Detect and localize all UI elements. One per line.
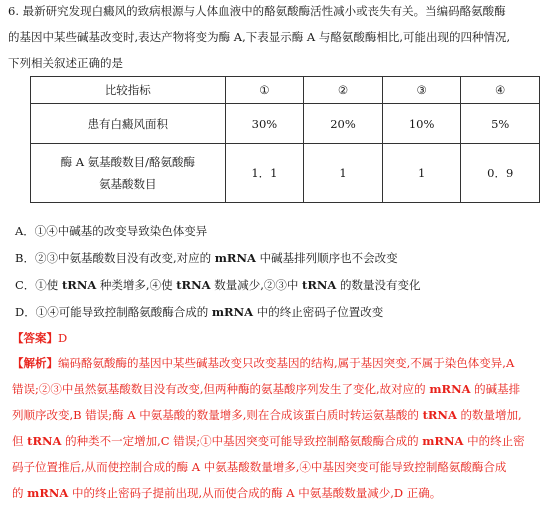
explanation-text: 的种类不一定增加,C 错误;①中基因突变可能导致控制酪氨酸酶合成的	[61, 434, 423, 448]
explanation-line-6	[12, 485, 548, 501]
explanation-line-2	[12, 381, 548, 397]
question-stem-line-3: 下列相关叙述正确的是	[8, 56, 123, 70]
comparison-table	[30, 76, 540, 203]
table-header-cell: ②	[304, 77, 383, 104]
option-text: 中的终止密码子位置改变	[253, 305, 384, 319]
option-b	[15, 250, 545, 266]
table-cell: 0．9	[461, 144, 540, 203]
table-cell: 10%	[382, 104, 461, 144]
term: mRNA	[211, 305, 254, 319]
table-header-row	[31, 77, 540, 104]
explanation-line-5	[12, 459, 548, 475]
term: mRNA	[429, 382, 471, 396]
question-stem-line-1: 6. 最新研究发现白癜风的致病根源与人体血液中的酪氨酸酶活性减小或丧失有关。当编码酪氨酸酶	[8, 4, 506, 18]
explanation-tag: 【解析】	[12, 356, 58, 370]
explanation-line-3	[12, 407, 548, 423]
question-stem-line-2: 的基因中某些碱基改变时,表达产物将变为酶 A,下表显示酶 A 与酪氨酸酶相比,可能出现的四种情况,	[8, 30, 511, 44]
explanation-line-4	[12, 433, 548, 449]
term: tRNA	[27, 434, 62, 448]
table-header-cell: ④	[461, 77, 540, 104]
explanation-text: 的碱基排	[470, 382, 521, 396]
term: tRNA	[61, 278, 97, 292]
explanation-text: 错误;②③中虽然氨基酸数目没有改变,但两种酶的氨基酸序列发生了变化,故对应的	[12, 382, 430, 396]
table-cell: 1	[382, 144, 461, 203]
table-cell: 20%	[304, 104, 383, 144]
table-header-cell: ①	[225, 77, 304, 104]
term: mRNA	[214, 251, 256, 265]
explanation-text: 的数量增加,	[456, 408, 522, 422]
table-header-cell: 比较指标	[31, 77, 226, 104]
explanation-text: 但	[12, 434, 28, 448]
option-text: D．①④可能导致控制酪氨酸酶合成的	[15, 305, 212, 319]
option-c	[15, 277, 545, 293]
table-header-cell: ③	[382, 77, 461, 104]
answer-tag: 【答案】	[12, 331, 58, 345]
table-cell: 5%	[461, 104, 540, 144]
option-text: 中碱基排列顺序也不会改变	[255, 251, 398, 265]
answer-line	[12, 330, 67, 346]
label-line: 氨基酸数目	[99, 177, 157, 191]
term: mRNA	[27, 486, 69, 500]
table-cell: 1．1	[225, 144, 304, 203]
option-text: 的数量没有变化	[336, 278, 421, 292]
term: tRNA	[302, 278, 337, 292]
term: tRNA	[176, 278, 211, 292]
table-row	[31, 144, 540, 203]
table-cell: 患有白癜风面积	[31, 104, 226, 144]
table-cell: 1	[304, 144, 383, 203]
term: mRNA	[422, 434, 464, 448]
label-line: 酶 A 氨基酸数目/酪氨酸酶	[60, 155, 196, 169]
term: tRNA	[422, 408, 457, 422]
explanation-text: 编码酪氨酸酶的基因中某些碱基改变只改变基因的结构,属于基因突变,不属于染色体变异,A	[58, 356, 515, 370]
explanation-text: 的	[12, 486, 28, 500]
table-cell-label	[31, 144, 226, 203]
explanation-text: 列顺序改变,B 错误;酶 A 中氨基酸的数量增多,则在合成该蛋白质时转运氨基酸的	[12, 408, 423, 422]
explanation-text: 中的终止密码子提前出现,从而使合成的酶 A 中氨基酸数量减少,D 正确。	[68, 486, 442, 500]
option-text: C．①使	[15, 278, 62, 292]
option-a: A．①④中碱基的改变导致染色体变异	[15, 224, 208, 238]
explanation-text: 中的终止密	[463, 434, 525, 448]
table-row	[31, 104, 540, 144]
option-d	[15, 304, 545, 320]
answer-value: D	[58, 331, 68, 345]
option-text: 种类增多,④使	[96, 278, 177, 292]
option-text: B．②③中氨基酸数目没有改变,对应的	[15, 251, 215, 265]
option-text: 数量减少,②③中	[210, 278, 303, 292]
explanation-line-1	[12, 355, 548, 371]
explanation-text: 码子位置推后,从而使控制合成的酶 A 中氨基酸数量增多,④中基因突变可能导致控制酪氨酸酶合成	[12, 460, 507, 474]
table-cell: 30%	[225, 104, 304, 144]
